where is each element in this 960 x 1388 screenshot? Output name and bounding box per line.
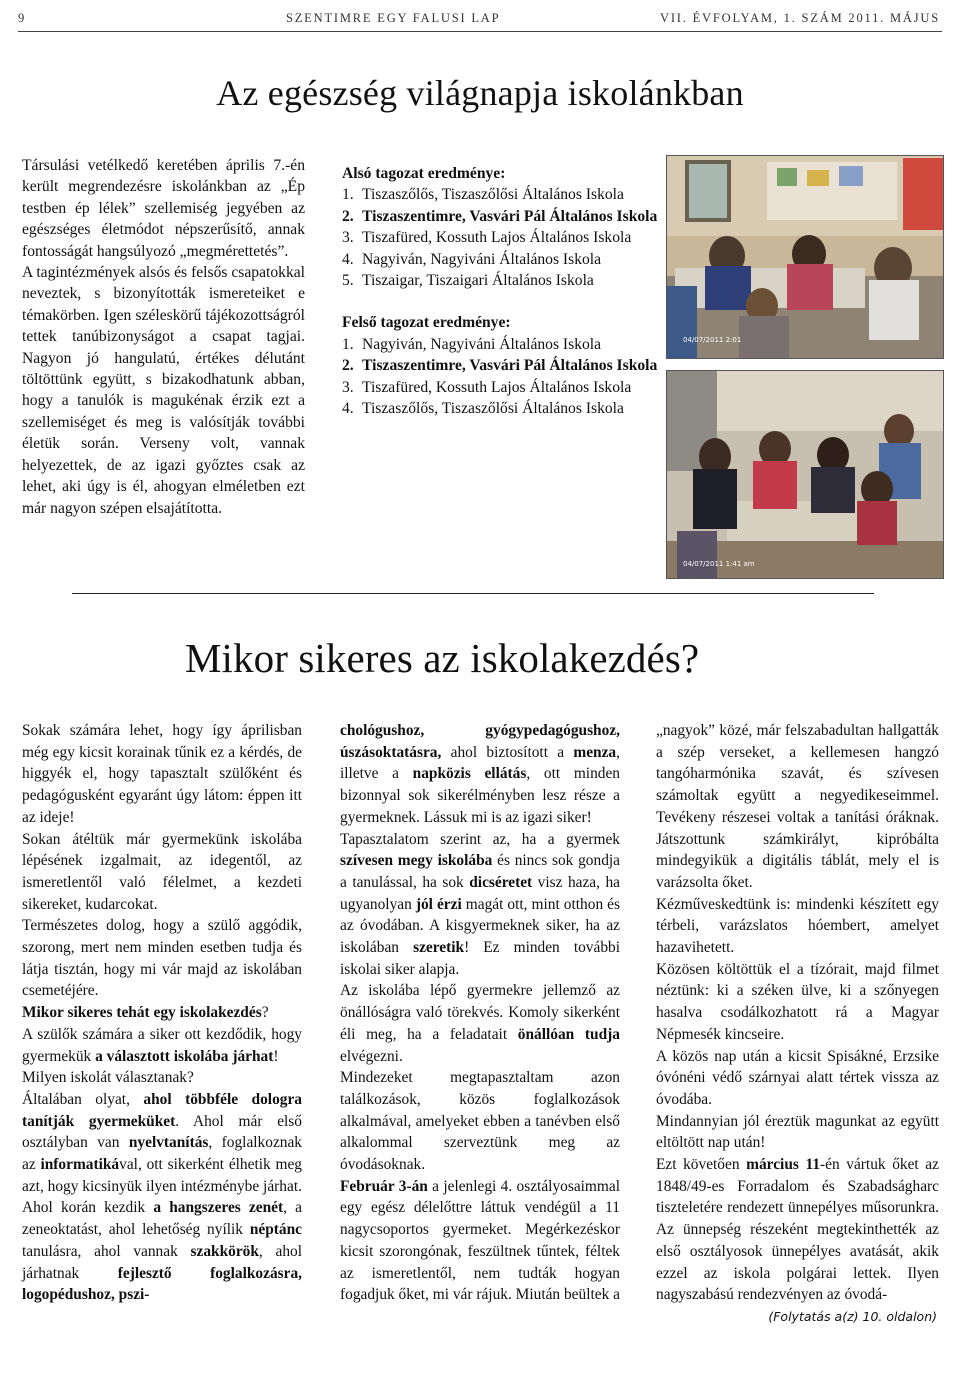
text-run: Kézműveskedtünk is: mindenki készített egy térbeli, varázslatos hóembert, amelyet hazavihetett. (656, 895, 939, 957)
paragraph (656, 1046, 939, 1111)
text-run: Mindannyian jól éreztük magunkat az együtt eltöltött nap után! (656, 1112, 939, 1152)
paragraph (22, 720, 302, 829)
text-run: val, ott sikerként élhetik meg azt, hogy kicsinyük ilyen intézménybe járhat. (22, 1156, 302, 1195)
article1-title: Az egészség világnapja iskolánkban (216, 73, 744, 113)
text-run: A közös nap után a kicsit Spisákné, Erzsike óvónéni védő szárnyai alatt tértek vissza az óvodába. (656, 1047, 939, 1108)
result-rank: 3. (342, 378, 354, 396)
text-run: , ahol járhatnak (22, 1242, 302, 1282)
result-school: Tiszafüred, Kossuth Lajos Általános Iskola (362, 378, 632, 396)
intro-paragraph: Társulási vetélkedő keretében április 7.-én került megrendezésre iskolánkban az „Ép testben ép lélek” szellemiség jegyében az egészséges életmódot népszerűsítő, annak fontosságát hangsúlyozó „megmérettetés”. (22, 157, 305, 260)
paragraph (340, 1067, 620, 1176)
result-school: Tiszaszőlős, Tiszaszőlősi Általános Iskola (362, 400, 624, 418)
bold-text: a hangszeres zenét (153, 1199, 284, 1217)
paragraph (22, 1024, 302, 1067)
upper-results-heading: Felső tagozat eredménye: (342, 314, 511, 332)
bold-text: önállóan tudja (517, 1025, 620, 1043)
text-run: ahol biztosított a (441, 743, 574, 761)
paragraph (656, 1154, 939, 1306)
paragraph (656, 1111, 939, 1154)
bold-text: chológushoz, gyógypedagógushoz, úszásoktatásra, (340, 722, 620, 761)
section-divider (72, 593, 874, 594)
text-run: ? (261, 1004, 269, 1022)
classroom-photo-2 (666, 370, 944, 579)
result-item (342, 377, 660, 398)
text-run: ! Ez minden további iskolai siker alapja. (340, 939, 620, 978)
result-item (342, 227, 660, 248)
article2-column-2 (340, 720, 620, 1306)
result-rank: 1. (342, 186, 354, 204)
text-run: Sokak számára lehet, hogy így áprilisban még egy kicsit korainak tűnik ez a kérdés, de higgyék el, hogy tapasztalt szülőként és pedagógusként egyaránt úgy látom: éppen itt az ideje! (22, 722, 302, 826)
result-rank: 4. (342, 250, 354, 268)
bold-text: március 11 (746, 1156, 821, 1174)
text-run: Sokan átéltük már gyermekünk iskolába lépésének izgalmait, az idegentől, az ismeretlentől való félelmet, a kezdeti sikereket, kudarcokat. (22, 830, 302, 913)
bold-text: szeretik (413, 939, 465, 957)
result-rank: 5. (342, 272, 354, 290)
issue-info: VII. ÉVFOLYAM, 1. SZÁM 2011. MÁJUS (660, 11, 940, 25)
article2-title: Mikor sikeres az iskolakezdés? (185, 635, 700, 681)
bold-text: dicséretet (469, 873, 533, 891)
paragraph (656, 720, 939, 894)
text-run: Természetes dolog, hogy a szülő aggódik, szorong, mert nem minden esetben tudja és látja tisztán, hogy mi vár majd az iskolában csemetéjére. (22, 917, 302, 1000)
result-school: Tiszafüred, Kossuth Lajos Általános Iskola (362, 229, 632, 247)
page-header (18, 8, 942, 32)
paragraph (656, 959, 939, 1046)
text-run: elvégezni. (340, 1047, 403, 1065)
paragraph (22, 1067, 302, 1089)
publication-name: SZENTIMRE EGY FALUSI LAP (286, 11, 501, 25)
upper-results-list (342, 334, 660, 420)
bold-text: ahol többféle dologra tanítják gyermeküket (22, 1090, 302, 1130)
text-run: tanulásra, ahol vannak (22, 1242, 191, 1260)
paragraph (22, 915, 302, 1002)
bold-text: jól érzi (415, 895, 462, 913)
text-run: Tapasztalatom szerint az, ha a gyermek (340, 830, 620, 848)
classroom-photo-1 (666, 155, 944, 359)
text-run: ! (273, 1047, 279, 1065)
text-run: visz haza, ha ugyanolyan (340, 873, 621, 913)
result-item (342, 249, 660, 270)
paragraph (22, 1002, 302, 1024)
bold-text: néptánc (249, 1221, 302, 1239)
bold-text: szakkörök (190, 1242, 259, 1260)
paragraph (340, 1176, 620, 1306)
text-run: , foglalkoznak az (22, 1134, 302, 1174)
article2-column-1 (22, 720, 302, 1306)
result-item (342, 270, 660, 291)
article2-column-3 (656, 720, 939, 1328)
continuation-note: (Folytatás a(z) 10. oldalon) (768, 1308, 937, 1324)
text-run: és nincs sok gondja a tanulással, ha sok (340, 852, 620, 891)
lower-results-heading: Alsó tagozat eredménye: (342, 165, 506, 182)
paragraph (22, 829, 302, 916)
text-run: , ott minden bizonnyal sok sikerélményben lesz része a gyermeknek. Lássuk mi is az igazi siker! (340, 765, 620, 826)
bold-text: Mikor sikeres tehát egy iskolakezdés (22, 1004, 262, 1022)
result-school: Tiszaigar, Tiszaigari Általános Iskola (362, 272, 594, 290)
paragraph (340, 980, 620, 1067)
bold-text: fejlesztő foglalkozásra, logopédushoz, pszi- (22, 1264, 302, 1304)
result-school: Tiszaszőlős, Tiszaszőlősi Általános Iskola (362, 186, 624, 204)
result-school: Nagyiván, Nagyiváni Általános Iskola (362, 335, 602, 353)
bold-text: menza (573, 743, 617, 761)
result-rank: 2. (342, 207, 354, 225)
lower-results-list (342, 184, 660, 291)
text-run: Ezt követően (656, 1156, 747, 1174)
text-run: „nagyok” közé, már felszabadultan hallgatták a szép verseket, a kellemesen hangzó tangóharmónika szavát, és szívesen számoltak együtt a negyedikeseimmel. Tevékeny részesei voltak a tanítási óráknak. Játszottunk számkirályt, kipróbálta mindegyikük a digitális táblát, mely el is varázsolta őket. (656, 722, 939, 891)
paragraph (656, 894, 939, 959)
text-run: , a zeneoktatást, ahol lehetőség nyílik (22, 1199, 302, 1239)
text-run: Milyen iskolát választanak? (22, 1069, 194, 1087)
photo2-timestamp: 04/07/2011 1:41 am (683, 560, 755, 568)
bold-text: informatiká (40, 1156, 120, 1174)
text-run: Mindezeket megtapasztaltam azon találkozások, közös foglalkozások alkalmával, amelyeket ebben a tanévben első alkalommal szerveztünk meg az óvodásoknak. (340, 1069, 620, 1174)
result-item (342, 355, 660, 376)
article1-intro (22, 155, 305, 519)
result-school: Tiszaszentimre, Vasvári Pál Általános Iskola (362, 207, 658, 225)
text-run: a jelenlegi 4. osztályosaimmal egy egész délelőttre láttuk vendégül a 11 nagycsoportos gyermeket. Megérkezéskor kicsit szorongónak, feszültnek tűntek, féltek az ismeretlentől, nem tudták hogyan fogadjuk őket, mi vár rájuk. Miután beültek a (340, 1177, 620, 1304)
result-school: Tiszaszentimre, Vasvári Pál Általános Iskola (362, 357, 658, 375)
bold-text: napközis ellátás (412, 765, 527, 783)
text-run: Ahol korán kezdik (22, 1199, 154, 1217)
text-run: Általában olyat, (22, 1090, 144, 1108)
paragraph (340, 829, 620, 981)
text-run: Közösen költöttük el a tízórait, majd filmet néztünk: ki a széken ülve, ki a szőnyegen hasalva csodálkozhatott rá a Magyar Népmesék kincseire. (656, 960, 939, 1043)
paragraph (22, 1197, 302, 1306)
result-rank: 1. (342, 335, 354, 353)
result-item (342, 184, 660, 205)
bold-text: Február 3-án (340, 1177, 428, 1195)
bold-text: szívesen megy iskolába (340, 852, 493, 870)
page-number: 9 (18, 11, 27, 25)
text-run: , illetve a (340, 743, 620, 783)
result-school: Nagyiván, Nagyiváni Általános Iskola (362, 250, 602, 268)
photo1-timestamp: 04/07/2011 2:01 (683, 336, 742, 344)
text-run: . Ahol már első osztályban van (22, 1112, 302, 1152)
results-column (342, 163, 660, 419)
text-run: -én vártuk őket az 1848/49-es Forradalom és Szabadságharc tiszteletére rendezett ünnepélyes műsorunkra. Az ünnepség részeként megtekinthették az első osztályosok ünnepélyes avatását, akik ezzel az iskola polgárai lettek. Ilyen nagyszabású rendezvényen az óvodá- (656, 1156, 939, 1304)
bold-text: nyelvtanítás (128, 1134, 209, 1152)
result-item (342, 206, 660, 227)
paragraph (22, 1089, 302, 1198)
text-run: magát ott, mint otthon és az óvodában. A kisgyermeknek siker, ha az iskolában (340, 895, 620, 957)
result-rank: 4. (342, 400, 354, 418)
result-item (342, 334, 660, 355)
text-run: A szülők számára a siker ott kezdődik, hogy gyermekük (22, 1025, 302, 1065)
bold-text: a választott iskolába járhat (95, 1047, 274, 1065)
intro-paragraph: A tagintézmények alsós és felsős csapatokkal neveztek, s bizonyították ismereteiket e témakörben. Igen széleskörű tájékozottságról tettek tanúbizonyságot a csapat tagjai. Nagyon jó hangulatú, értékes délutánt töltöttünk együtt, s bizakodhatunk abban, hogy a tanulók is magukénak érzik ezt a szellemiséget és meg is valósítják további életük során. Verseny volt, vannak helyezettek, de az igazi győztes csak az lehet, aki úgy is él, ahogyan elméletben ezt már nagyon szépen elsajátította. (22, 264, 305, 517)
paragraph (340, 720, 620, 829)
result-rank: 2. (342, 357, 354, 375)
result-item (342, 398, 660, 419)
result-rank: 3. (342, 229, 354, 247)
text-run: Az iskolába lépő gyermekre jellemző az önállóságra való törekvés. Komoly sikerként éli meg, ha a feladatait (340, 982, 620, 1043)
